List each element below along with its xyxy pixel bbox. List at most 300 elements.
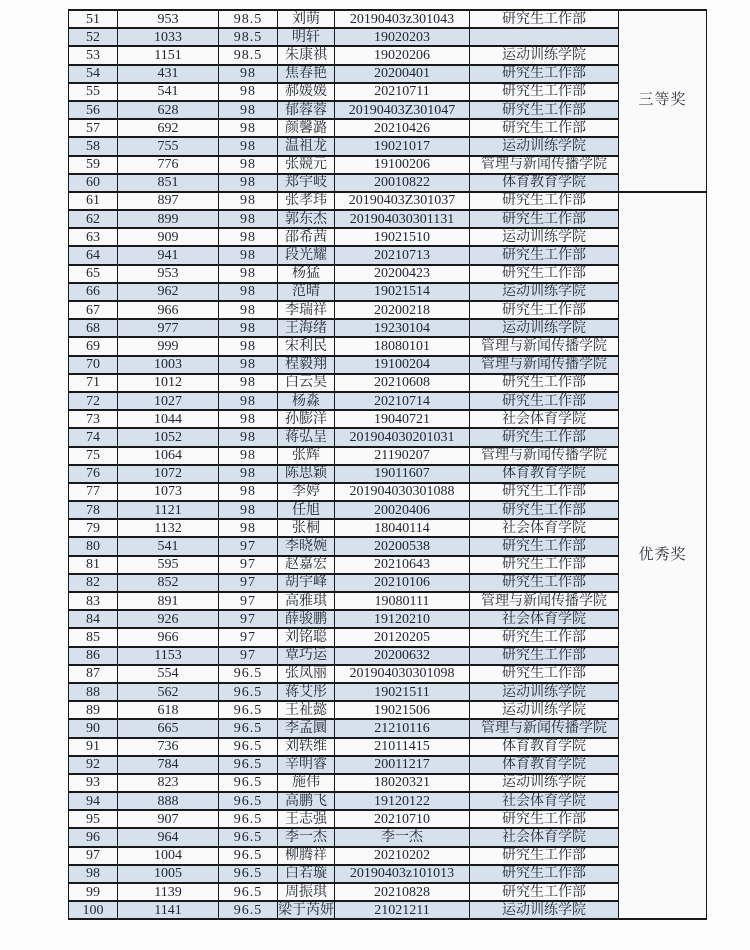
entry-id-cell: 926 bbox=[118, 610, 219, 628]
student-id-cell: 20010822 bbox=[335, 174, 470, 192]
student-id-cell: 19080111 bbox=[335, 592, 470, 610]
entry-id-cell: 1139 bbox=[118, 883, 219, 901]
name-cell: 张孝玮 bbox=[278, 192, 335, 210]
student-id-cell: 20210426 bbox=[335, 119, 470, 137]
ranking-table bbox=[68, 9, 707, 920]
rank-cell: 97 bbox=[69, 847, 118, 865]
award-group-label: 三等奖 bbox=[619, 10, 707, 192]
rank-cell: 99 bbox=[69, 883, 118, 901]
name-cell: 孙膨洋 bbox=[278, 410, 335, 428]
table-row bbox=[69, 774, 707, 792]
name-cell: 明轩 bbox=[278, 28, 335, 46]
department-cell bbox=[470, 28, 619, 46]
score-cell: 96.5 bbox=[219, 865, 278, 883]
table-body bbox=[69, 10, 707, 919]
name-cell: 王祉懿 bbox=[278, 701, 335, 719]
name-cell: 杨猛 bbox=[278, 265, 335, 283]
rank-cell: 54 bbox=[69, 65, 118, 83]
table-row bbox=[69, 537, 707, 555]
rank-cell: 64 bbox=[69, 246, 118, 264]
score-cell: 98 bbox=[219, 465, 278, 483]
rank-cell: 98 bbox=[69, 865, 118, 883]
name-cell: 李孟圜 bbox=[278, 719, 335, 737]
student-id-cell: 19230104 bbox=[335, 319, 470, 337]
student-id-cell: 20210828 bbox=[335, 883, 470, 901]
entry-id-cell: 907 bbox=[118, 810, 219, 828]
entry-id-cell: 1153 bbox=[118, 647, 219, 665]
name-cell: 李婷 bbox=[278, 483, 335, 501]
entry-id-cell: 1004 bbox=[118, 847, 219, 865]
student-id-cell: 21210116 bbox=[335, 719, 470, 737]
score-cell: 96.5 bbox=[219, 701, 278, 719]
entry-id-cell: 784 bbox=[118, 756, 219, 774]
score-cell: 97 bbox=[219, 610, 278, 628]
entry-id-cell: 755 bbox=[118, 137, 219, 155]
table-row bbox=[69, 410, 707, 428]
department-cell: 运动训练学院 bbox=[470, 46, 619, 64]
table-row bbox=[69, 828, 707, 846]
department-cell: 研究生工作部 bbox=[470, 628, 619, 646]
score-cell: 98 bbox=[219, 228, 278, 246]
entry-id-cell: 851 bbox=[118, 174, 219, 192]
score-cell: 96.5 bbox=[219, 774, 278, 792]
entry-id-cell: 736 bbox=[118, 738, 219, 756]
student-id-cell: 21011415 bbox=[335, 738, 470, 756]
rank-cell: 87 bbox=[69, 665, 118, 683]
score-cell: 98 bbox=[219, 101, 278, 119]
rank-cell: 88 bbox=[69, 683, 118, 701]
department-cell: 研究生工作部 bbox=[470, 192, 619, 210]
score-cell: 98 bbox=[219, 301, 278, 319]
student-id-cell: 李一杰 bbox=[335, 828, 470, 846]
table-row bbox=[69, 447, 707, 465]
name-cell: 刘铭聪 bbox=[278, 628, 335, 646]
table-row bbox=[69, 356, 707, 374]
student-id-cell: 20210106 bbox=[335, 574, 470, 592]
name-cell: 白若璇 bbox=[278, 865, 335, 883]
department-cell: 体育教育学院 bbox=[470, 465, 619, 483]
table-row bbox=[69, 574, 707, 592]
table-row bbox=[69, 192, 707, 210]
score-cell: 96.5 bbox=[219, 901, 278, 919]
rank-cell: 83 bbox=[69, 592, 118, 610]
entry-id-cell: 541 bbox=[118, 83, 219, 101]
entry-id-cell: 628 bbox=[118, 101, 219, 119]
name-cell: 白云昊 bbox=[278, 374, 335, 392]
table-row bbox=[69, 174, 707, 192]
student-id-cell: 20200423 bbox=[335, 265, 470, 283]
department-cell: 研究生工作部 bbox=[470, 537, 619, 555]
table-row bbox=[69, 156, 707, 174]
score-cell: 96.5 bbox=[219, 828, 278, 846]
entry-id-cell: 1073 bbox=[118, 483, 219, 501]
rank-cell: 66 bbox=[69, 283, 118, 301]
table-row bbox=[69, 119, 707, 137]
table-row bbox=[69, 610, 707, 628]
rank-cell: 69 bbox=[69, 337, 118, 355]
rank-cell: 100 bbox=[69, 901, 118, 919]
department-cell: 研究生工作部 bbox=[470, 428, 619, 446]
entry-id-cell: 1072 bbox=[118, 465, 219, 483]
rank-cell: 79 bbox=[69, 519, 118, 537]
department-cell: 研究生工作部 bbox=[470, 65, 619, 83]
student-id-cell: 19100204 bbox=[335, 356, 470, 374]
student-id-cell: 18040114 bbox=[335, 519, 470, 537]
name-cell: 刘萌 bbox=[278, 10, 335, 28]
name-cell: 梁于芮妍 bbox=[278, 902, 334, 918]
department-cell: 研究生工作部 bbox=[470, 865, 619, 883]
entry-id-cell: 1064 bbox=[118, 447, 219, 465]
table-row bbox=[69, 501, 707, 519]
name-cell: 张桐 bbox=[278, 519, 335, 537]
table-row bbox=[69, 265, 707, 283]
student-id-cell: 19021511 bbox=[335, 683, 470, 701]
student-id-cell: 201904030301088 bbox=[335, 483, 470, 501]
table-row bbox=[69, 756, 707, 774]
name-cell: 蒋弘呈 bbox=[278, 428, 335, 446]
rank-cell: 52 bbox=[69, 28, 118, 46]
score-cell: 98 bbox=[219, 483, 278, 501]
department-cell: 研究生工作部 bbox=[470, 483, 619, 501]
name-cell: 周振琪 bbox=[278, 883, 335, 901]
student-id-cell: 20120205 bbox=[335, 628, 470, 646]
department-cell: 研究生工作部 bbox=[470, 101, 619, 119]
score-cell: 96.5 bbox=[219, 738, 278, 756]
entry-id-cell: 1012 bbox=[118, 374, 219, 392]
rank-cell: 67 bbox=[69, 301, 118, 319]
table-row bbox=[69, 137, 707, 155]
student-id-cell: 20190403Z301037 bbox=[335, 192, 470, 210]
table-row bbox=[69, 392, 707, 410]
name-cell: 薛骏鹏 bbox=[278, 610, 335, 628]
entry-id-cell: 1033 bbox=[118, 28, 219, 46]
table-row bbox=[69, 810, 707, 828]
score-cell: 97 bbox=[219, 556, 278, 574]
rank-cell: 82 bbox=[69, 574, 118, 592]
rank-cell: 56 bbox=[69, 101, 118, 119]
entry-id-cell: 431 bbox=[118, 65, 219, 83]
student-id-cell: 19020206 bbox=[335, 46, 470, 64]
department-cell: 研究生工作部 bbox=[470, 83, 619, 101]
name-cell: 李瑞祥 bbox=[278, 301, 335, 319]
student-id-cell: 19020203 bbox=[335, 28, 470, 46]
score-cell: 98 bbox=[219, 283, 278, 301]
department-cell: 研究生工作部 bbox=[470, 10, 619, 28]
table-row bbox=[69, 628, 707, 646]
table-row bbox=[69, 792, 707, 810]
rank-cell: 58 bbox=[69, 137, 118, 155]
table-row bbox=[69, 519, 707, 537]
student-id-cell: 20020406 bbox=[335, 501, 470, 519]
name-cell: 刘轶维 bbox=[278, 738, 335, 756]
entry-id-cell: 852 bbox=[118, 574, 219, 592]
rank-cell: 96 bbox=[69, 828, 118, 846]
rank-cell: 55 bbox=[69, 83, 118, 101]
department-cell: 体育教育学院 bbox=[470, 756, 619, 774]
table-row bbox=[69, 46, 707, 64]
student-id-cell: 19011607 bbox=[335, 465, 470, 483]
rank-cell: 85 bbox=[69, 628, 118, 646]
student-id-cell: 20200538 bbox=[335, 537, 470, 555]
score-cell: 97 bbox=[219, 592, 278, 610]
name-cell: 蒋艾彤 bbox=[278, 683, 335, 701]
score-cell: 98 bbox=[219, 319, 278, 337]
table-row bbox=[69, 647, 707, 665]
department-cell: 研究生工作部 bbox=[470, 392, 619, 410]
rank-cell: 61 bbox=[69, 192, 118, 210]
student-id-cell: 20210643 bbox=[335, 556, 470, 574]
table-row bbox=[69, 665, 707, 683]
department-cell: 研究生工作部 bbox=[470, 265, 619, 283]
table-row bbox=[69, 228, 707, 246]
entry-id-cell: 977 bbox=[118, 319, 219, 337]
rank-cell: 89 bbox=[69, 701, 118, 719]
rank-cell: 92 bbox=[69, 756, 118, 774]
rank-cell: 81 bbox=[69, 556, 118, 574]
name-cell: 赵嘉宏 bbox=[278, 556, 335, 574]
student-id-cell: 201904030301098 bbox=[335, 665, 470, 683]
table-row bbox=[69, 65, 707, 83]
table-row bbox=[69, 101, 707, 119]
rank-cell: 57 bbox=[69, 119, 118, 137]
student-id-cell: 20190403z101013 bbox=[335, 865, 470, 883]
score-cell: 96.5 bbox=[219, 883, 278, 901]
score-cell: 97 bbox=[219, 647, 278, 665]
entry-id-cell: 1121 bbox=[118, 501, 219, 519]
name-cell: 范晴 bbox=[278, 283, 335, 301]
department-cell: 研究生工作部 bbox=[470, 119, 619, 137]
entry-id-cell: 941 bbox=[118, 246, 219, 264]
department-cell: 研究生工作部 bbox=[470, 301, 619, 319]
table-row bbox=[69, 10, 707, 28]
entry-id-cell: 595 bbox=[118, 556, 219, 574]
student-id-cell: 19021506 bbox=[335, 701, 470, 719]
score-cell: 98.5 bbox=[219, 28, 278, 46]
department-cell: 研究生工作部 bbox=[470, 847, 619, 865]
rank-cell: 75 bbox=[69, 447, 118, 465]
department-cell: 研究生工作部 bbox=[470, 374, 619, 392]
rank-cell: 91 bbox=[69, 738, 118, 756]
department-cell: 管理与新闻传播学院 bbox=[470, 719, 619, 737]
table-row bbox=[69, 683, 707, 701]
entry-id-cell: 1005 bbox=[118, 865, 219, 883]
score-cell: 98 bbox=[219, 410, 278, 428]
student-id-cell: 19021514 bbox=[335, 283, 470, 301]
score-cell: 98.5 bbox=[219, 10, 278, 28]
department-cell: 运动训练学院 bbox=[470, 319, 619, 337]
table-row bbox=[69, 337, 707, 355]
student-id-cell: 20190403Z301047 bbox=[335, 101, 470, 119]
name-cell: 施伟 bbox=[278, 774, 335, 792]
name-cell: 李一杰 bbox=[278, 828, 335, 846]
rank-cell: 59 bbox=[69, 156, 118, 174]
score-cell: 97 bbox=[219, 574, 278, 592]
table-row bbox=[69, 865, 707, 883]
entry-id-cell: 823 bbox=[118, 774, 219, 792]
department-cell: 研究生工作部 bbox=[470, 210, 619, 228]
entry-id-cell: 909 bbox=[118, 228, 219, 246]
student-id-cell: 20210714 bbox=[335, 392, 470, 410]
entry-id-cell: 966 bbox=[118, 628, 219, 646]
rank-cell: 71 bbox=[69, 374, 118, 392]
student-id-cell: 21021211 bbox=[335, 901, 470, 919]
score-cell: 98 bbox=[219, 428, 278, 446]
score-cell: 98 bbox=[219, 501, 278, 519]
rank-cell: 78 bbox=[69, 501, 118, 519]
student-id-cell: 18080101 bbox=[335, 337, 470, 355]
name-cell: 王海绪 bbox=[278, 319, 335, 337]
score-cell: 96.5 bbox=[219, 683, 278, 701]
score-cell: 98 bbox=[219, 356, 278, 374]
table-row bbox=[69, 28, 707, 46]
table-row bbox=[69, 592, 707, 610]
student-id-cell: 19120122 bbox=[335, 792, 470, 810]
score-cell: 96.5 bbox=[219, 756, 278, 774]
student-id-cell: 20200401 bbox=[335, 65, 470, 83]
score-cell: 98 bbox=[219, 174, 278, 192]
entry-id-cell: 692 bbox=[118, 119, 219, 137]
rank-cell: 62 bbox=[69, 210, 118, 228]
table-row bbox=[69, 738, 707, 756]
entry-id-cell: 953 bbox=[118, 265, 219, 283]
name-cell: 郭东杰 bbox=[278, 210, 335, 228]
name-cell: 张凤丽 bbox=[278, 665, 335, 683]
score-cell: 98 bbox=[219, 392, 278, 410]
student-id-cell: 20210713 bbox=[335, 246, 470, 264]
score-cell: 98 bbox=[219, 65, 278, 83]
entry-id-cell: 953 bbox=[118, 10, 219, 28]
table-row bbox=[69, 428, 707, 446]
award-group-label: 优秀奖 bbox=[619, 192, 707, 920]
rank-cell: 95 bbox=[69, 810, 118, 828]
department-cell: 管理与新闻传播学院 bbox=[470, 447, 619, 465]
entry-id-cell: 562 bbox=[118, 683, 219, 701]
table-row bbox=[69, 465, 707, 483]
entry-id-cell: 888 bbox=[118, 792, 219, 810]
table-row bbox=[69, 283, 707, 301]
score-cell: 97 bbox=[219, 628, 278, 646]
student-id-cell: 18020321 bbox=[335, 774, 470, 792]
rank-cell: 77 bbox=[69, 483, 118, 501]
score-cell: 97 bbox=[219, 537, 278, 555]
rank-cell: 63 bbox=[69, 228, 118, 246]
score-cell: 96.5 bbox=[219, 719, 278, 737]
name-cell: 朱康祺 bbox=[278, 46, 335, 64]
name-cell: 高雅琪 bbox=[278, 592, 335, 610]
student-id-cell: 19040721 bbox=[335, 410, 470, 428]
department-cell: 社会体育学院 bbox=[470, 410, 619, 428]
score-cell: 98 bbox=[219, 119, 278, 137]
entry-id-cell: 776 bbox=[118, 156, 219, 174]
entry-id-cell: 962 bbox=[118, 283, 219, 301]
student-id-cell: 20200632 bbox=[335, 647, 470, 665]
score-cell: 98 bbox=[219, 374, 278, 392]
entry-id-cell: 964 bbox=[118, 828, 219, 846]
name-cell: 焦春艳 bbox=[278, 65, 335, 83]
student-id-cell: 20210202 bbox=[335, 847, 470, 865]
score-cell: 98.5 bbox=[219, 46, 278, 64]
entry-id-cell: 1044 bbox=[118, 410, 219, 428]
name-cell: 杨淼 bbox=[278, 392, 335, 410]
rank-cell: 60 bbox=[69, 174, 118, 192]
department-cell: 体育教育学院 bbox=[470, 738, 619, 756]
score-cell: 96.5 bbox=[219, 665, 278, 683]
student-id-cell: 20190403z301043 bbox=[335, 10, 470, 28]
entry-id-cell: 999 bbox=[118, 337, 219, 355]
entry-id-cell: 541 bbox=[118, 537, 219, 555]
student-id-cell: 19100206 bbox=[335, 156, 470, 174]
table-row bbox=[69, 701, 707, 719]
rank-cell: 68 bbox=[69, 319, 118, 337]
name-cell: 段光耀 bbox=[278, 246, 335, 264]
department-cell: 社会体育学院 bbox=[470, 792, 619, 810]
entry-id-cell: 1141 bbox=[118, 901, 219, 919]
table-row bbox=[69, 901, 707, 919]
department-cell: 运动训练学院 bbox=[470, 283, 619, 301]
department-cell: 研究生工作部 bbox=[470, 574, 619, 592]
name-cell: 宋利民 bbox=[278, 337, 335, 355]
rank-cell: 74 bbox=[69, 428, 118, 446]
score-cell: 98 bbox=[219, 447, 278, 465]
table-row bbox=[69, 719, 707, 737]
rank-cell: 73 bbox=[69, 410, 118, 428]
rank-cell: 53 bbox=[69, 46, 118, 64]
name-cell: 颜馨潞 bbox=[278, 119, 335, 137]
name-cell: 程毅翔 bbox=[278, 356, 335, 374]
entry-id-cell: 1132 bbox=[118, 519, 219, 537]
name-cell: 张競元 bbox=[278, 156, 335, 174]
name-cell: 胡宇峰 bbox=[278, 574, 335, 592]
name-cell: 温祖龙 bbox=[278, 137, 335, 155]
score-cell: 96.5 bbox=[219, 847, 278, 865]
department-cell: 运动训练学院 bbox=[470, 137, 619, 155]
entry-id-cell: 891 bbox=[118, 592, 219, 610]
table-row bbox=[69, 301, 707, 319]
student-id-cell: 201904030201031 bbox=[335, 428, 470, 446]
department-cell: 管理与新闻传播学院 bbox=[470, 356, 619, 374]
student-id-cell: 20200218 bbox=[335, 301, 470, 319]
department-cell: 运动训练学院 bbox=[470, 683, 619, 701]
department-cell: 研究生工作部 bbox=[470, 665, 619, 683]
score-cell: 98 bbox=[219, 156, 278, 174]
table-row bbox=[69, 246, 707, 264]
score-cell: 98 bbox=[219, 265, 278, 283]
name-cell: 覃巧运 bbox=[278, 647, 335, 665]
department-cell: 研究生工作部 bbox=[470, 501, 619, 519]
department-cell: 运动训练学院 bbox=[470, 901, 619, 919]
rank-cell: 72 bbox=[69, 392, 118, 410]
department-cell: 研究生工作部 bbox=[470, 647, 619, 665]
entry-id-cell: 618 bbox=[118, 701, 219, 719]
table-row bbox=[69, 883, 707, 901]
entry-id-cell: 897 bbox=[118, 192, 219, 210]
score-cell: 98 bbox=[219, 519, 278, 537]
department-cell: 社会体育学院 bbox=[470, 610, 619, 628]
award-ranking-table bbox=[68, 9, 707, 920]
entry-id-cell: 665 bbox=[118, 719, 219, 737]
table-row bbox=[69, 210, 707, 228]
table-row bbox=[69, 374, 707, 392]
entry-id-cell: 1003 bbox=[118, 356, 219, 374]
rank-cell: 84 bbox=[69, 610, 118, 628]
student-id-cell: 20011217 bbox=[335, 756, 470, 774]
table-row bbox=[69, 556, 707, 574]
table-row bbox=[69, 483, 707, 501]
department-cell: 研究生工作部 bbox=[470, 246, 619, 264]
department-cell: 管理与新闻传播学院 bbox=[470, 156, 619, 174]
student-id-cell: 20210711 bbox=[335, 83, 470, 101]
score-cell: 98 bbox=[219, 137, 278, 155]
